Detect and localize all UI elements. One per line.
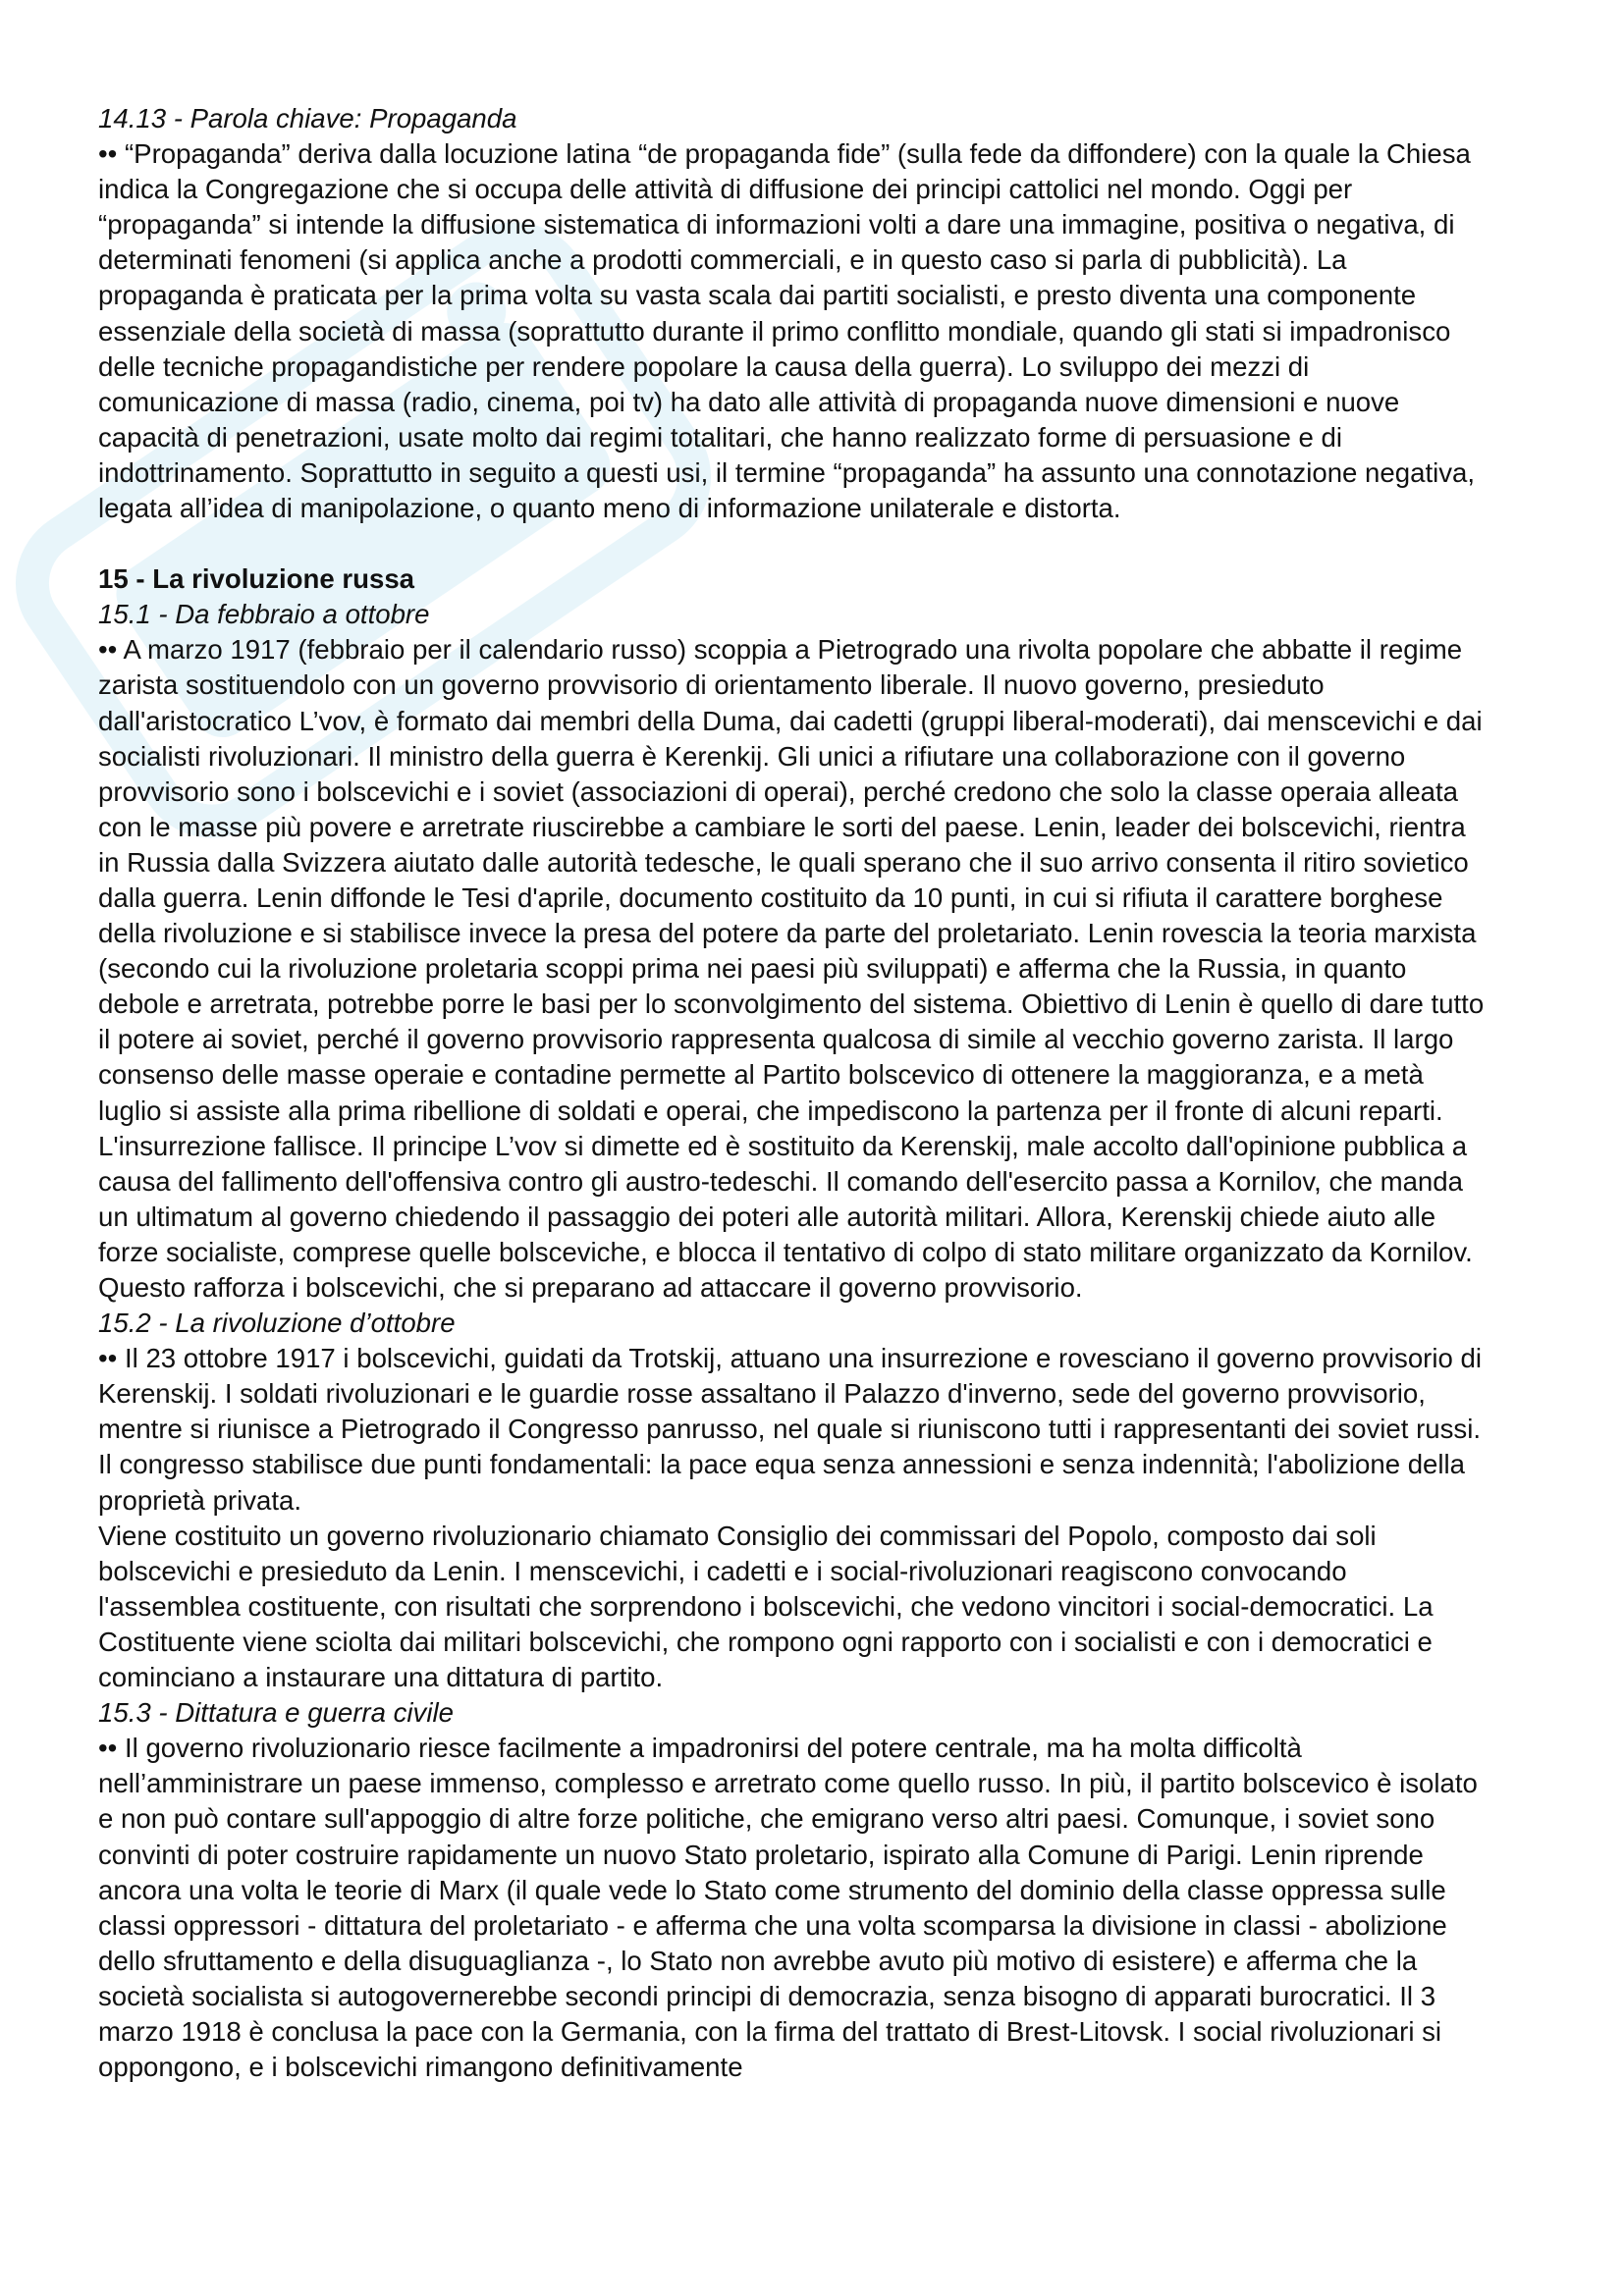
chapter-title: 15 - La rivoluzione russa	[98, 563, 415, 595]
section-14-13	[98, 101, 1492, 526]
section-paragraph: •• Il governo rivoluzionario riesce facilmente a impadronirsi del potere centrale, ma ha molta difficoltà nell’amministrare un paese immenso, complesso e arretrato come quello russo. In più, il partito bolscevico è isolato e non può contare sull'appoggio di altre forze politiche, che emigrano verso altri paesi. Comunque, i soviet sono convinti di poter costruire rapidamente un nuovo Stato proletario, ispirato alla Comune di Parigi. Lenin riprende ancora una volta le teorie di Marx (il quale vede lo Stato come strumento del dominio della classe oppressa sulle classi oppressori - dittatura del proletariato - e afferma che una volta scomparsa la divisione in classi - abolizione dello sfruttamento e della disuguaglianza -, lo Stato non avrebbe avuto più motivo di esistere) e afferma che la società socialista si autogovernerebbe secondi principi di democrazia, senza bisogno di apparati burocratici. Il 3 marzo 1918 è conclusa la pace con la Germania, con la firma del trattato di Brest-Litovsk. I social rivoluzionari si oppongono, e i bolscevichi rimangono definitivamente	[98, 1733, 1478, 2083]
section-paragraph: Viene costituito un governo rivoluzionario chiamato Consiglio dei commissari del Popolo, composto dai soli bolscevichi e presieduto da Lenin. I menscevichi, i cadetti e i social-rivoluzionari reagiscono convocando l'assemblea costituente, con risultati che sorprendono i bolscevichi, che vedono vincitori i social-democratici. La Costituente viene sciolta dai militari bolscevichi, che rompono ogni rapporto con i socialisti e con i democratici e cominciano a instaurare una dittatura di partito.	[98, 1520, 1434, 1693]
section-paragraph: •• A marzo 1917 (febbraio per il calendario russo) scoppia a Pietrogrado una rivolta popolare che abbatte il regime zarista sostituendolo con un governo provvisorio di orientamento liberale. Il nuovo governo, presieduto dall'aristocratico L’vov, è formato dai membri della Duma, dai cadetti (gruppi liberal-moderati), dai menscevichi e dai socialisti rivoluzionari. Il ministro della guerra è Kerenkij. Gli unici a rifiutare una collaborazione con il governo provvisorio sono i bolscevichi e i soviet (associazioni di operai), perché credono che solo la classe operaia alleata con le masse più povere e arretrate riuscirebbe a cambiare le sorti del paese. Lenin, leader dei bolscevichi, rientra in Russia dalla Svizzera aiutato dalle autorità tedesche, le quali sperano che il suo arrivo consenta il ritiro sovietico dalla guerra. Lenin diffonde le Tesi d'aprile, documento costituito da 10 punti, in cui si rifiuta il carattere borghese della rivoluzione e si stabilisce invece la presa del potere da parte del proletariato. Lenin rovescia la teoria marxista (secondo cui la rivoluzione proletaria scoppi prima nei paesi più sviluppati) e afferma che la Russia, in quanto debole e arretrata, potrebbe porre le basi per lo sconvolgimento del sistema. Obiettivo di Lenin è quello di dare tutto il potere ai soviet, perché il governo provvisorio rappresenta qualcosa di simile al vecchio governo zarista. Il largo consenso delle masse operaie e contadine permette al Partito bolscevico di ottenere la maggioranza, e a metà luglio si assiste alla prima ribellione di soldati e operai, che impediscono la partenza per il fronte di alcuni reparti. L'insurrezione fallisce. Il principe L’vov si dimette ed è sostituito da Kerenskij, male accolto dall'opinione pubblica a causa del fallimento dell'offensiva contro gli austro-tedeschi. Il comando dell'esercito passa a Kornilov, che manda un ultimatum al governo chiedendo il passaggio dei poteri alle autorità militari. Allora, Kerenskij chiede aiuto alle forze socialiste, comprese quelle bolsceviche, e blocca il tentativo di colpo di stato militare organizzato da Kornilov. Questo rafforza i bolscevichi, che si preparano ad attaccare il governo provvisorio.	[98, 634, 1485, 1303]
section-spacer	[98, 526, 1492, 561]
section-heading: 15.1 - Da febbraio a ottobre	[98, 599, 430, 630]
document-page	[98, 101, 1492, 2085]
section-heading: 14.13 - Parola chiave: Propaganda	[98, 103, 517, 133]
section-paragraph: •• “Propaganda” deriva dalla locuzione latina “de propaganda fide” (sulla fede da diffondere) con la quale la Chiesa indica la Congregazione che si occupa delle attività di diffusione dei principi cattolici nel mondo. Oggi per “propaganda” si intende la diffusione sistematica di informazioni volti a dare una immagine, positiva o negativa, di determinati fenomeni (si applica anche a prodotti commerciali, e in questo caso si parla di pubblicità). La propaganda è praticata per la prima volta su vasta scala dai partiti socialisti, e presto diventa una componente essenziale della società di massa (soprattutto durante il primo conflitto mondiale, quando gli stati si impadronisco delle tecniche propagandistiche per rendere popolare la causa della guerra). Lo sviluppo dei mezzi di comunicazione di massa (radio, cinema, poi tv) ha dato alle attività di propaganda nuove dimensioni e nuove capacità di penetrazioni, usate molto dai regimi totalitari, che hanno realizzato forme di persuasione e di indottrinamento. Soprattutto in seguito a questi usi, il termine “propaganda” ha assunto una connotazione negativa, legata all’idea di manipolazione, o quanto meno di informazione unilaterale e distorta.	[98, 138, 1476, 524]
section-paragraph: •• Il 23 ottobre 1917 i bolscevichi, guidati da Trotskij, attuano una insurrezione e rovesciano il governo provvisorio di Kerenskij. I soldati rivoluzionari e le guardie rosse assaltano il Palazzo d'inverno, sede del governo provvisorio, mentre si riunisce a Pietrogrado il Congresso panrusso, nel quale si riuniscono tutti i rappresentanti dei soviet russi. Il congresso stabilisce due punti fondamentali: la pace equa senza annessioni e senza indennità; l'abolizione della proprietà privata.	[98, 1343, 1482, 1516]
section-heading: 15.2 - La rivoluzione d’ottobre	[98, 1308, 456, 1339]
section-heading: 15.3 - Dittatura e guerra civile	[98, 1697, 454, 1729]
chapter-15	[98, 561, 1492, 2085]
